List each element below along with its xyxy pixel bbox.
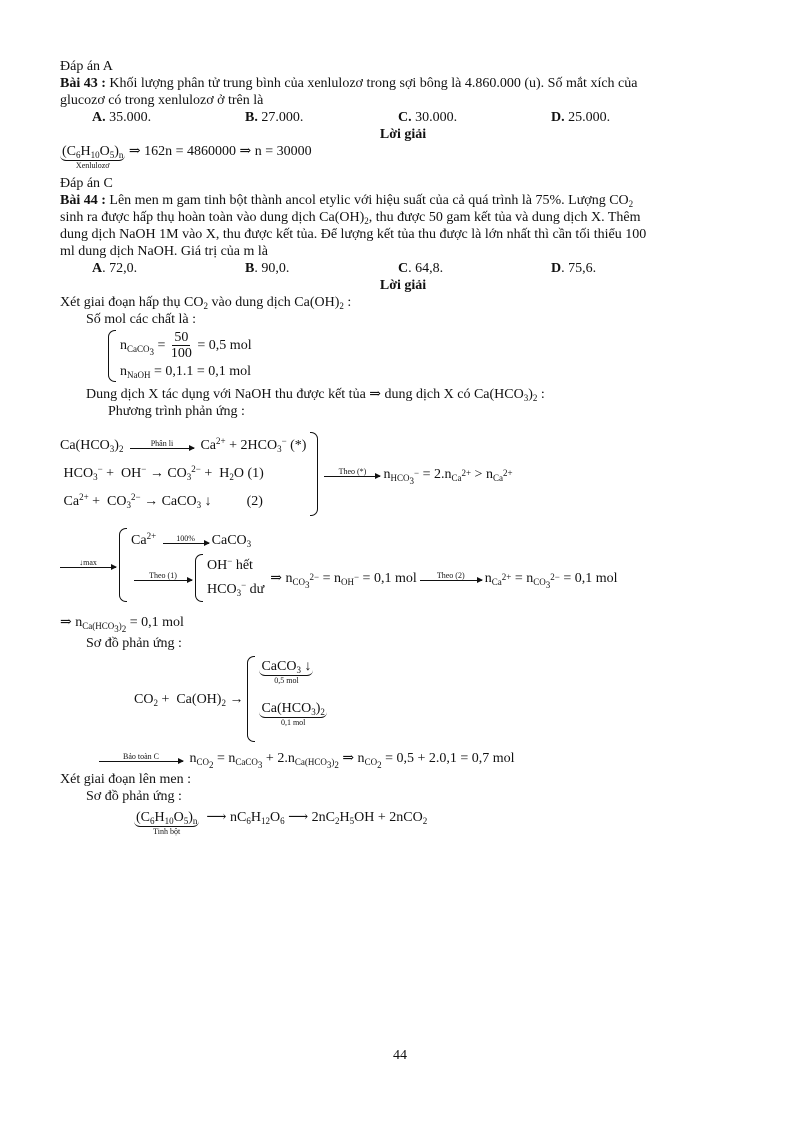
question-44-cont2: dung dịch NaOH 1M vào X, thu được kết tủa. Để lượng kết tủa thu được là lớn nhất thì cần tối thiểu 100 bbox=[60, 227, 647, 242]
question-44-cont3: ml dung dịch NaOH. Giá trị của m là bbox=[60, 244, 269, 259]
scheme-title: Sơ đồ phản ứng : bbox=[86, 789, 182, 804]
solution-title: Lời giải bbox=[379, 278, 427, 293]
question-44: Bài 44 : Lên men m gam tinh bột thành ancol etylic với hiệu suất của cả quá trình là 75%. Lượng $CO_2$ bbox=[60, 193, 634, 209]
question-43-options bbox=[60, 109, 746, 126]
option-d: D. 75,6. bbox=[551, 261, 597, 276]
equation-cellulose: $(C_6H_{10}O_5)_n$ Xenlulozơ ⇒ 162n = 4860000 ⇒ n = 30000 bbox=[62, 144, 312, 170]
option-a: A. 35.000. bbox=[92, 110, 152, 125]
question-43-cont: glucozơ có trong xenlulozơ ở trên là bbox=[60, 93, 264, 108]
solution-title: Lời giải bbox=[379, 127, 427, 142]
document-page bbox=[60, 58, 746, 843]
mol-title: Số mol các chất là : bbox=[86, 312, 197, 327]
reaction-title: Phương trình phản ứng : bbox=[108, 404, 245, 419]
scheme-title: Sơ đồ phản ứng : bbox=[86, 636, 182, 651]
ca-hco3-mol: ⇒ $n_{Ca(HCO_3)_2} = 0,1$ mol bbox=[60, 615, 184, 634]
max-precipitate-block: ↓max $Ca^{2+}$ 100% CaCO$_3$ Theo (1) OH− hết $HCO_3^-$ dư ⇒ $n_{CO_3^{2-}} = n_{OH^-} = 0,1$ mol Theo (2) $n_{Ca^{2+}} = n_{CO_3^{2-}} = 0,1$ mol bbox=[60, 528, 746, 602]
question-44-options bbox=[60, 260, 746, 277]
scheme-block: $CO_2 + Ca(OH)_2$ → CaCO$_3$ ↓ 0,5 mol $Ca(HCO_3)_2$ 0,1 mol bbox=[60, 656, 746, 742]
option-c: C. 64,8. bbox=[398, 261, 444, 276]
option-d: D. 25.000. bbox=[551, 110, 611, 125]
answer-line: Đáp án A bbox=[60, 59, 113, 74]
page-number: 44 bbox=[393, 1048, 407, 1063]
answer-line: Đáp án C bbox=[60, 176, 113, 191]
option-c: C. 30.000. bbox=[398, 110, 458, 125]
carbon-conservation: Bảo toàn C $n_{CO_2} = n_{CaCO_3} + 2.n_{Ca(HCO_3)_2}$ ⇒ $n_{CO_2} = 0,5 + 2.0,1 = 0,7$ mol bbox=[60, 750, 746, 767]
question-43: Bài 43 : Khối lượng phân tử trung bình của xenlulozơ trong sợi bông là 4.860.000 (u). Số mắt xích của bbox=[60, 76, 638, 91]
fermentation-scheme: $(C_6H_{10}O_5)_n$ Tinh bột ⟶ $nC_6H_{12}O_6$ ⟶ $2nC_2H_5OH + 2nCO_2$ bbox=[136, 810, 428, 836]
stage-fermentation: Xét giai đoạn lên men : bbox=[60, 772, 192, 787]
stage-absorption: Xét giai đoạn hấp thụ $CO_2$ vào dung dịch $Ca(OH)_2$ : bbox=[60, 295, 352, 311]
mol-system: $n_{CaCO_3}$ = $\frac{50}{100}$ = 0,5 mol $n_{NaOH} = 0,1.1 = 0,1$ mol bbox=[60, 330, 746, 382]
option-a: A. 72,0. bbox=[92, 261, 138, 276]
option-b: B. 90,0. bbox=[245, 261, 290, 276]
solution-x-line: Dung dịch X tác dụng với NaOH thu được kết tủa ⇒ dung dịch X có $Ca(HCO_3)_2$ : bbox=[86, 387, 545, 403]
question-44-cont: sinh ra được hấp thụ hoàn toàn vào dung dịch $Ca(OH)_2$, thu được 50 gam kết tủa và dung dịch X. Thêm bbox=[60, 210, 641, 226]
reaction-block: $Ca(HCO_3)_2$ Phân li $Ca^{2+} + 2HCO_3^-$ (*) $HCO_3^- + OH^- \to CO_3^{2-} + H_2O$ (1) $Ca^{2+} + CO_3^{2-}$ → CaCO$_3$ ↓ (2) Theo (*) $n_{HCO_3^-} = 2.n_{Ca^{2+}} > n_{Ca^{2+}}$ bbox=[60, 432, 746, 516]
option-b: B. 27.000. bbox=[245, 110, 304, 125]
